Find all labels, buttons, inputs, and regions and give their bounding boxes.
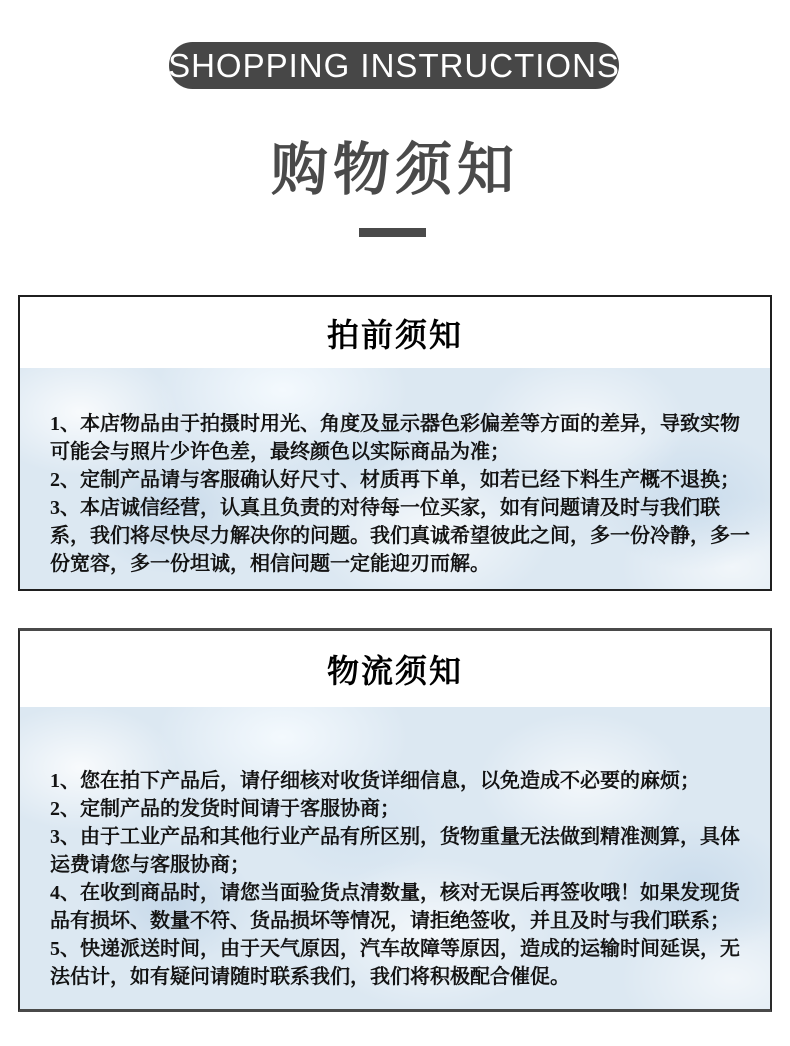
shopping-instructions-banner: [169, 42, 619, 89]
notice-item: 3、由于工业产品和其他行业产品有所区别，货物重量无法做到精准测算，具体运费请您与客服协商；: [50, 826, 740, 876]
notice-item: 3、本店诚信经营，认真且负责的对待每一位买家，如有问题请及时与我们联系，我们将尽快尽力解决你的问题。我们真诚希望彼此之间，多一份冷静，多一份宽容，多一份坦诚，相信问题一定能迎刃而解。: [50, 497, 750, 575]
pre-purchase-body: [20, 368, 770, 589]
section-pre-purchase-notice: [18, 295, 772, 591]
pre-purchase-heading: 拍前须知: [20, 297, 770, 368]
notice-item: 2、定制产品的发货时间请于客服协商；: [50, 798, 400, 820]
section-logistics-notice: [18, 628, 772, 1012]
notice-item: 1、本店物品由于拍摄时用光、角度及显示器色彩偏差等方面的差异，导致实物可能会与照片少许色差，最终颜色以实际商品为准；: [50, 413, 740, 463]
logistics-body: [20, 707, 770, 1009]
logistics-heading: 物流须知: [20, 631, 770, 707]
title-underline: [359, 228, 426, 237]
notice-item: 2、定制产品请与客服确认好尺寸、材质再下单，如若已经下料生产概不退换；: [50, 469, 740, 491]
notice-item: 1、您在拍下产品后，请仔细核对收货详细信息，以免造成不必要的麻烦；: [50, 770, 700, 792]
page-title: 购物须知: [271, 138, 519, 202]
notice-item: 5、快递派送时间，由于天气原因，汽车故障等原因，造成的运输时间延误，无法估计，如有疑问请随时联系我们，我们将积极配合催促。: [50, 938, 740, 988]
banner-label: SHOPPING INSTRUCTIONS: [168, 46, 620, 84]
notice-item: 4、在收到商品时，请您当面验货点清数量，核对无误后再签收哦！如果发现货品有损坏、数量不符、货品损坏等情况，请拒绝签收，并且及时与我们联系；: [50, 882, 740, 932]
